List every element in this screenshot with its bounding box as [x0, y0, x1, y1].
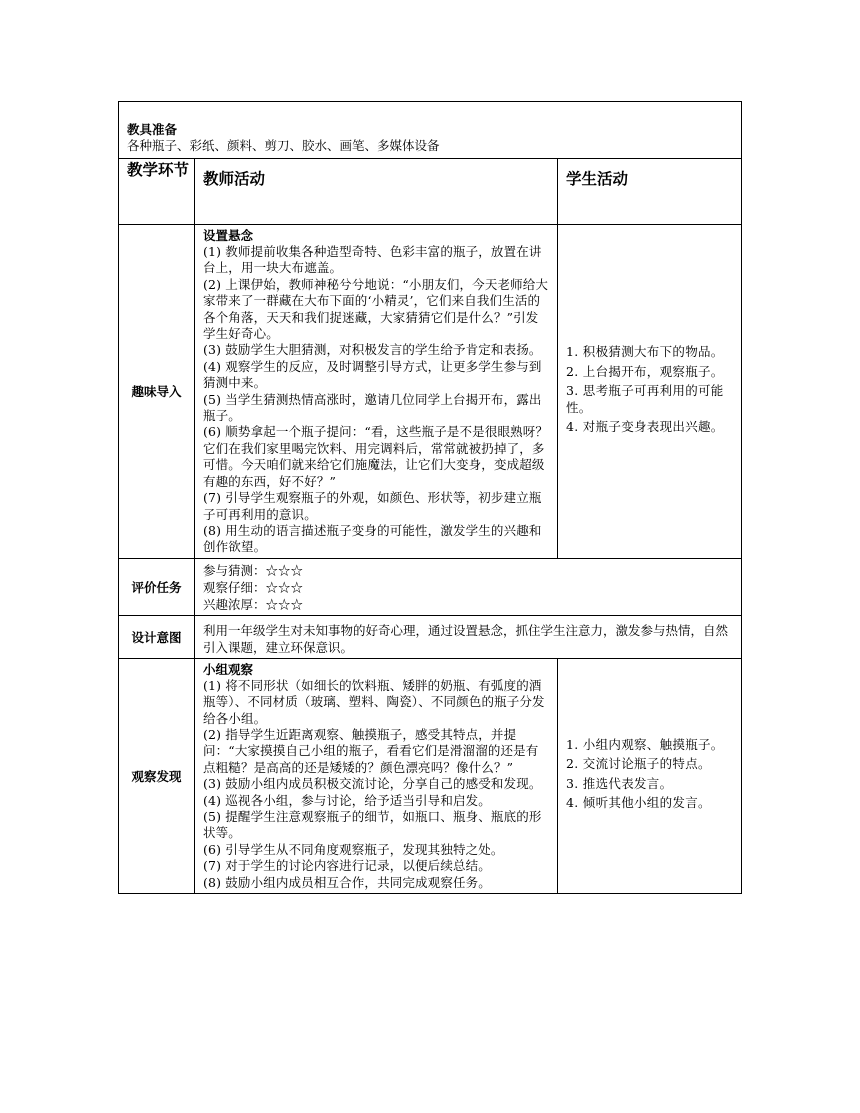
list-item: (4) 观察学生的反应，及时调整引导方式，让更多学生参与到猜测中来。 [203, 358, 542, 391]
preparation-row [119, 102, 742, 159]
list-item: 3. 思考瓶子可再利用的可能性。 [566, 383, 724, 415]
evaluation-label: 评价任务 [119, 558, 195, 615]
preparation-text: 各种瓶子、彩纸、颜料、剪刀、胶水、画笔、多媒体设备 [127, 138, 440, 153]
list-item: (3) 鼓励学生大胆猜测，对积极发言的学生给予肯定和表扬。 [203, 342, 542, 358]
header-row [119, 159, 742, 225]
list-item: 4. 倾听其他小组的发言。 [566, 795, 711, 811]
intro-student-activity [558, 225, 742, 559]
list-item: 1. 积极猜测大布下的物品。 [566, 344, 724, 360]
list-item: (3) 鼓励小组内成员积极交流讨论，分享自己的感受和发现。 [203, 776, 542, 792]
lesson-plan-table [118, 101, 742, 894]
list-item: (6) 引导学生从不同角度观察瓶子，发现其独特之处。 [203, 841, 504, 857]
observe-label: 观察发现 [119, 658, 195, 893]
intro-teacher-activity [195, 225, 558, 559]
list-item: (1) 将不同形状（如细长的饮料瓶、矮胖的奶瓶、有弧度的酒瓶等）、不同材质（玻璃、塑料、陶瓷）、不同颜色的瓶子分发给各小组。 [203, 677, 545, 726]
list-item: (2) 指导学生近距离观察、触摸瓶子，感受其特点，并提问：“大家摸摸自己小组的瓶子，看看它们是滑溜溜的还是有点粗糙？是高高的还是矮矮的？颜色漂亮吗？像什么？” [203, 726, 539, 775]
observe-teacher-title: 小组观察 [203, 661, 254, 677]
list-item: 3. 推选代表发言。 [566, 775, 673, 791]
observe-teacher-activity [195, 658, 558, 893]
header-stage: 教学环节 [119, 159, 195, 225]
intent-text: 利用一年级学生对未知事物的好奇心理，通过设置悬念，抓住学生注意力，激发参与热情，自然引入课题，建立环保意识。 [195, 615, 742, 658]
intro-teacher-title: 设置悬念 [203, 228, 254, 243]
list-item: (8) 用生动的语言描述瓶子变身的可能性，激发学生的兴趣和创作欲望。 [203, 522, 542, 555]
evaluation-item: 参与猜测：☆☆☆ [203, 562, 304, 578]
list-item: (7) 对于学生的讨论内容进行记录，以便后续总结。 [203, 858, 491, 874]
observe-row [119, 658, 742, 893]
list-item: (6) 顺势拿起一个瓶子提问：“看，这些瓶子是不是很眼熟呀？它们在我们家里喝完饮料、用完调料后，常常就被扔掉了，多可惜。今天咱们就来给它们施魔法，让它们大变身，变成超级有趣的东西，好不好？” [203, 424, 549, 489]
list-item: (7) 引导学生观察瓶子的外观，如颜色、形状等，初步建立瓶子可再利用的意识。 [203, 490, 542, 522]
preparation-title: 教具准备 [127, 122, 178, 137]
list-item: 4. 对瓶子变身表现出兴趣。 [566, 418, 724, 434]
evaluation-item: 兴趣浓厚：☆☆☆ [203, 596, 304, 612]
list-item: (5) 提醒学生注意观察瓶子的细节，如瓶口、瓶身、瓶底的形状等。 [203, 808, 542, 841]
intent-row [119, 615, 742, 658]
preparation-cell [119, 102, 742, 159]
list-item: (1) 教师提前收集各种造型奇特、色彩丰富的瓶子，放置在讲台上，用一块大布遮盖。 [203, 244, 542, 276]
observe-student-activity [558, 658, 742, 893]
intro-row [119, 225, 742, 559]
list-item: (4) 巡视各小组，参与讨论，给予适当引导和启发。 [203, 792, 491, 808]
list-item: (8) 鼓励小组内成员相互合作，共同完成观察任务。 [203, 874, 491, 890]
list-item: 1. 小组内观察、触摸瓶子。 [566, 737, 724, 753]
list-item: (2) 上课伊始，教师神秘兮兮地说：“小朋友们，今天老师给大家带来了一群藏在大布下面的‘小精灵’，它们来自我们生活的各个角落，天天和我们捉迷藏，大家猜猜它们是什么？”引发学生好奇心。 [203, 276, 549, 342]
evaluation-row [119, 558, 742, 615]
evaluation-content [195, 558, 742, 615]
intro-label: 趣味导入 [119, 225, 195, 559]
header-student: 学生活动 [558, 159, 742, 225]
list-item: 2. 交流讨论瓶子的特点。 [566, 756, 711, 772]
evaluation-item: 观察仔细：☆☆☆ [203, 579, 304, 595]
list-item: 2. 上台揭开布，观察瓶子。 [566, 363, 724, 379]
list-item: (5) 当学生猜测热情高涨时，邀请几位同学上台揭开布，露出瓶子。 [203, 391, 542, 424]
intent-label: 设计意图 [119, 615, 195, 658]
header-teacher: 教师活动 [195, 159, 558, 225]
